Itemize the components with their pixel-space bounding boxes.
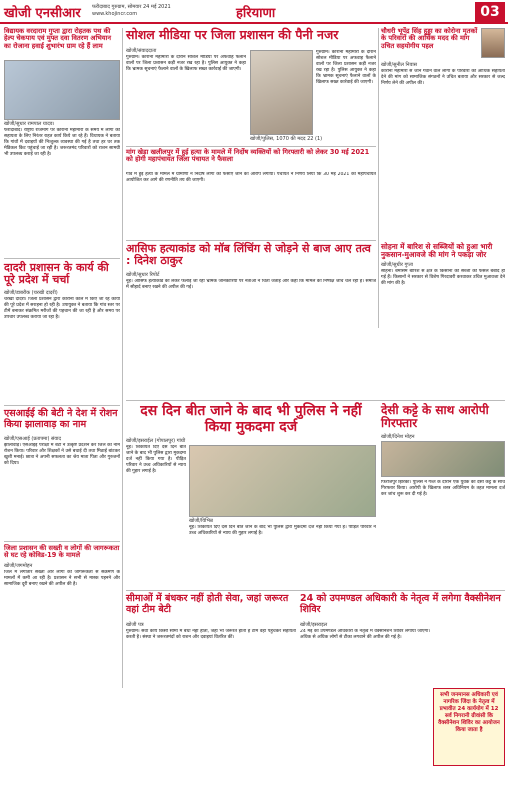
story-headline: सीमाओं में बंधकर नहीं होती सेवा, जहां जरूरत वहां टीम बेटी (126, 593, 289, 615)
story-body: नूंह। शिकायत दिए दस दिन बीत जाने के बाद भी पुलिस द्वारा मुकदमा दर्ज नहीं किया गया है। पीड़ित परिवार ने उच्च अधिकारियों से न्याय की गुहार लगाई है। (126, 445, 186, 474)
story-byline: खोजी/इसराईल (गोपालपुर) गांधी (126, 438, 186, 444)
story-headline: दस दिन बीत जाने के बाद भी पुलिस ने नहीं किया मुकदमा दर्ज (140, 403, 362, 435)
story-headline: सोहना में बारिश से सब्जियों को हुआ भारी नुकसान-मुआवजे की मांग ने पकड़ा जोर (381, 242, 493, 260)
story-photo (189, 445, 376, 517)
story-headline: विद्यायक वरदाराम गुप्ता द्वारा रोहतक पथ की हेल्प चेकपाय एवं मुफ्त दवा वितरण अभियान का रोजाना हवाई शुभारंभ ग्राम रहे हैं लाम (4, 27, 111, 50)
story-byline: खोजी/जगमोहन (4, 563, 33, 569)
story-byline: खोजी/सुनील निवास (381, 62, 418, 68)
story-byline: खोजी/सुधार रिपोर्ट (126, 272, 160, 278)
edition-url: www.khojincr.com (92, 11, 138, 17)
story-photo (381, 441, 505, 477)
brand-title: खोजी एनसीआर (4, 6, 81, 21)
story-byline: खोजी/इसराइल (300, 622, 328, 628)
story-body-continued: नूंह। शिकायत दिए दस दिन बीत जाने के बाद भी पुलिस द्वारा मुकदमा दर्ज नहीं किया गया है। पीड़ित परिवार ने उच्च अधिकारियों से न्याय की गुहार लगाई है। (189, 525, 376, 536)
story-byline: खोजी/डाबरीक (चरखी दादरी) (4, 290, 58, 296)
story-photo (250, 50, 313, 135)
story-byline: खोजी/सुधीर गुप्ता (381, 262, 413, 268)
column-rule (378, 28, 379, 328)
masthead (0, 0, 508, 24)
photo-caption: खोजी/पुलिस, 1070 की मदद 22 (1) (250, 136, 323, 142)
story-byline: खोजी पत्र (126, 622, 144, 628)
story-body: चरखी दादरी। जिला प्रशासन द्वारा कोरोना काल में किए जा रहे कार्यों की पूरे प्रदेश में सराहना हो रही है। उपायुक्त ने बताया कि गांव स्तर पर टीमें बनाकर संक्रमित मरीजों की पहचान की जा रही है और समय पर उपचार उपलब्ध कराया जा रहा है। (4, 297, 120, 320)
story-body-continued: गुरुग्राम। कोरोना महामारी के दौरान सोशल मीडिया पर अफवाह फैलाने वालों पर जिला प्रशासन कड़ी नजर रख रहा है। पुलिस आयुक्त ने कहा कि भ्रामक सूचनाएं फैलाने वालों के खिलाफ सख्त कार्रवाई की जाएगी। (316, 50, 376, 85)
story-body: गुरुग्राम। कोरोना महामारी के दौरान सोशल मीडिया पर अफवाह फैलाने वालों पर जिला प्रशासन कड़ी नजर रख रहा है। पुलिस आयुक्त ने कहा कि भ्रामक सूचनाएं फैलाने वालों के खिलाफ सख्त कार्रवाई की जाएगी। (126, 55, 246, 72)
story-body: फरीदाबाद। राष्ट्रीय राजमार्ग पर कोरोना महामारी के समय में लोगों की सहायता के लिए निरंतर राहत कार्य किये जा रहे हैं। विधायक ने बताया कि गांवों में दवाइयों की निःशुल्क व्यवस्था की गई है तथा हर घर तक मेडिकल किट पहुंचाई जा रही है। जरूरतमंद परिवारों को राशन सामग्री भी उपलब्ध कराई जा रही है। (4, 128, 120, 157)
story-body: नूंह। आसिफ हत्याकांड को लेकर फैलाई जा रही भ्रामक जानकारियों पर नेताओं ने चिंता जताई और कहा कि मामले की निष्पक्ष जांच चल रही है। समाज में सौहार्द बनाए रखने की अपील की गई। (126, 279, 376, 290)
column-rule (122, 28, 123, 688)
section-title: हरियाणा (236, 6, 276, 21)
story-headline: देसी कट्टे के साथ आरोपी गिरफ्तार (381, 403, 489, 431)
story-body: जिले में लगातार सख्ती और लोगों की जागरूकता से संक्रमण के मामलों में कमी आ रही है। प्रशासन ने सभी से मास्क पहनने और सामाजिक दूरी बनाए रखने की अपील की है। (4, 570, 120, 587)
story-headline: 24 को उपमण्डल अधिकारी के नेतृत्व में लगेगा वैक्सीनेशन शिविर (300, 593, 501, 615)
story-body: 24 मई को उपमण्डल अधिकारी के नेतृत्व में वैक्सीनेशन शिविर लगाया जाएगा। अधिक से अधिक लोगों से टीका लगवाने की अपील की गई है। (300, 629, 430, 640)
story-photo (4, 60, 120, 120)
page-number: 03 (475, 2, 505, 22)
story-body: कोरोना महामारी से जान गंवाने वाले लोगों के परिवारों को आर्थिक सहायता देने की मांग को सामाजिक संगठनों ने उचित बताया और सरकार से जल्द निर्णय लेने की अपील की। (381, 69, 505, 86)
photo-caption: खोजी/सुधार रामपाल यादव। (4, 121, 55, 127)
story-body: फिरोजपुर झिरका। पुलिस ने गश्त के दौरान एक युवक को देसी कट्टे के साथ गिरफ्तार किया। आरोपी के खिलाफ शस्त्र अधिनियम के तहत मामला दर्ज कर जांच शुरू कर दी गई है। (381, 480, 505, 497)
photo-caption: खोजी/विभिन्न (189, 518, 213, 524)
story-headline: आसिफ हत्याकांड को मॉब लिंचिंग से जोड़ने से बाज आए तत्व : दिनेश ठाकुर (126, 242, 371, 268)
story-headline: सोशल मीडिया पर जिला प्रशासन की पैनी नजर (126, 27, 339, 42)
story-headline: चौधरी भूपेंद्र सिंह हुड्डा का कोरोना मृतकों के परिवारों की आर्थिक मदद की मांग उचित सहयोगीय पहल (381, 27, 478, 50)
masthead-meta (92, 4, 171, 18)
notice-box: सभी जनमानस अधिकारी एवं नागरिक जिंदा के नेतृत्व में प्रभावीत 24 कार्ययोग में 12 सर्व निगरानी ग्रीवांसी कि वैक्सीनेशन शिविर का आयोजन किया जाता है (433, 688, 505, 766)
story-byline: खोजी/एसआई (प्रतापमा) संवाद (4, 436, 62, 442)
story-headline: जिला प्रशासन की सख्ती व लोगों की जागरूकता से घट रहे कोविड-19 के मामले (4, 544, 120, 560)
story-byline: खोजी/संवाददाता (126, 48, 157, 54)
story-headline: दादरी प्रशासन के कार्य की पूरे प्रदेश में चर्चा (4, 261, 109, 287)
story-body: झालावाड़। एसआईई परीक्षा में बेटी ने उत्कृष्ट प्रदर्शन कर जिले का नाम रोशन किया। परिवार और शिक्षकों ने उसे बधाई दी तथा मिठाई बांटकर खुशी मनाई। छात्रा ने अपनी सफलता का श्रेय माता पिता और गुरुजनों को दिया। (4, 443, 120, 466)
edition-date: फरीदाबाद गुरुग्राम, सोमवार 24 मई 2021 (92, 4, 171, 10)
story-byline: खोजी/दिनेश मोहन (381, 434, 415, 440)
story-headline: मांग खेड़ा खलीलपुर में हुई हत्या के मामले में निर्दोष व्यक्तियों को गिरफ्तारी को लेकर 30 मई 2021 को होगी महापंचायत जिला पंचायत ने फैसला (126, 148, 370, 164)
story-body: गांव में हुई हत्या के मामले में ग्रामीणों ने निर्दोष लोगों को फंसाए जाने का आरोप लगाया। पंचायत ने निर्णय लिया कि 30 मई 2021 को महापंचायत आयोजित कर आगे की रणनीति तय की जाएगी। (126, 172, 376, 183)
story-body: गुरुग्राम। सेवा कार्य किसी सीमा में बंधा नहीं होता, जहां भी जरूरत होती है टीम वहां पहुंचकर सहायता करती है। संस्था ने जरूरतमंदों को राशन और दवाइयां वितरित कीं। (126, 629, 296, 640)
person-portrait (481, 28, 505, 58)
story-body: सोहना। बेमौसम बारिश से क्षेत्र के किसानों की सब्जी की फसलें बर्बाद हो गई हैं। किसानों ने सरकार से विशेष गिरदावरी करवाकर उचित मुआवजा देने की मांग की है। (381, 269, 505, 286)
story-headline: एसआईई की बेटी ने देश में रोशन किया झालावाड़ का नाम (4, 408, 118, 430)
